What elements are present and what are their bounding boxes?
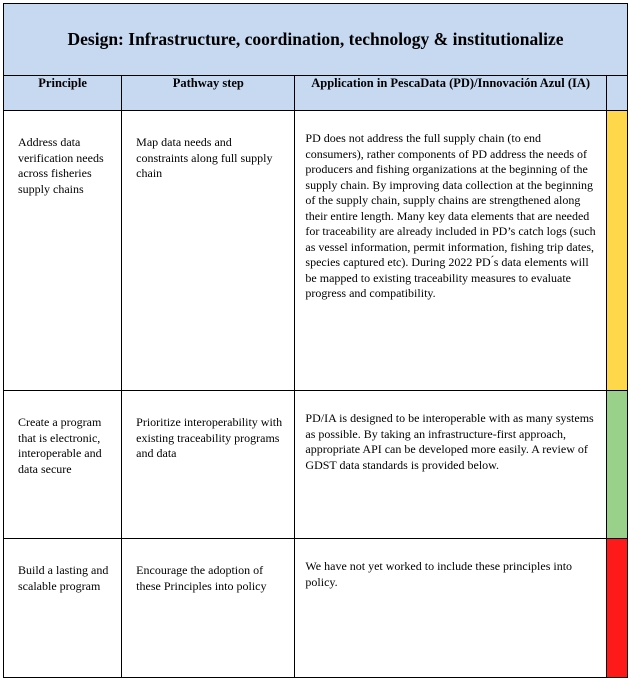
- status-indicator: [606, 111, 627, 391]
- application-cell: PD/IA is designed to be interoperable with as many systems as possible. By taking an infrastructure-first approach, appropriate API can be developed more easily. A review of GDST data standards is provided below.: [295, 391, 606, 539]
- pathway-step-cell: Encourage the adoption of these Principles into policy: [122, 539, 295, 678]
- application-cell: PD does not address the full supply chain (to end consumers), rather components of PD address the needs of producers and fishing organizations at the beginning of the supply chain. By improving data collection at the beginning of the supply chain, supply chains are strengthened along their entire length. Many key data elements that are needed for traceability are already included in PD’s catch logs (such as vessel information, permit information, fishing trip dates, species captured etc). During 2022 PD ́s data elements will be mapped to existing traceability measures to evaluate progress and compatibility.: [295, 111, 606, 391]
- table-row: [4, 391, 628, 539]
- table-row: [4, 111, 628, 391]
- header-principle: Principle: [4, 76, 122, 111]
- table-title: Design: Infrastructure, coordination, technology & institutionalize: [4, 4, 628, 76]
- pathway-step-cell: Map data needs and constraints along full supply chain: [122, 111, 295, 391]
- principle-cell: Create a program that is electronic, interoperable and data secure: [4, 391, 122, 539]
- status-indicator: [606, 539, 627, 678]
- design-table: [3, 3, 628, 678]
- header-application: Application in PescaData (PD)/Innovación Azul (IA): [295, 76, 606, 111]
- principle-cell: Address data verification needs across fisheries supply chains: [4, 111, 122, 391]
- status-indicator: [606, 391, 627, 539]
- table-row: [4, 539, 628, 678]
- pathway-step-cell: Prioritize interoperability with existing traceability programs and data: [122, 391, 295, 539]
- header-status: [606, 76, 627, 111]
- application-cell: We have not yet worked to include these principles into policy.: [295, 539, 606, 678]
- header-pathway-step: Pathway step: [122, 76, 295, 111]
- principle-cell: Build a lasting and scalable program: [4, 539, 122, 678]
